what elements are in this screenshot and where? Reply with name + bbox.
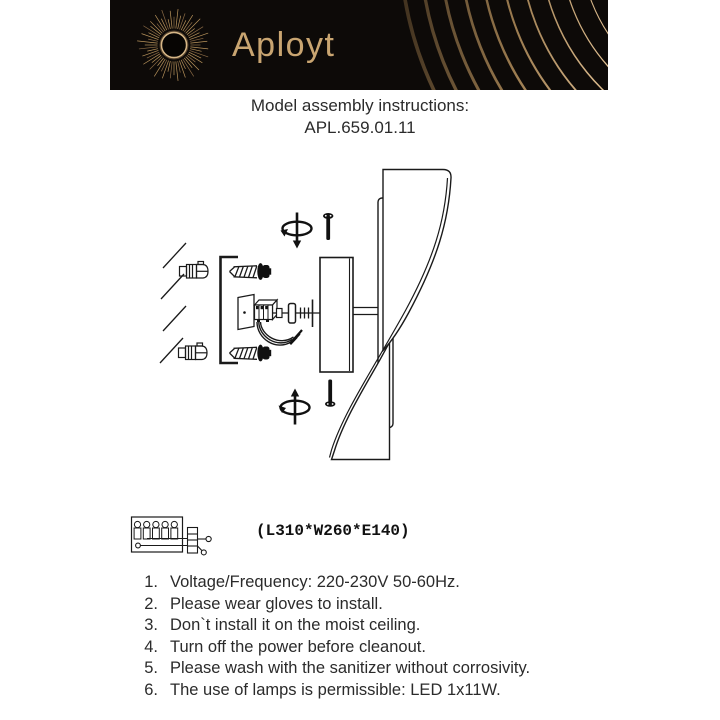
wiring-diagram: [128, 512, 218, 560]
dimension-label: (L310*W260*E140): [256, 522, 410, 540]
list-item-text: The use of lamps is permissible: LED 1x11W.: [170, 680, 501, 699]
wall-hatching: [160, 243, 186, 363]
page-title: Model assembly instructions:: [250, 96, 470, 115]
mounting-screw-bottom: [230, 345, 272, 362]
list-item: [132, 637, 602, 659]
threaded-rod: [273, 300, 321, 328]
fan-lines-decoration: [110, 0, 608, 90]
list-item-number: 6.: [144, 680, 158, 699]
wires: [257, 322, 302, 345]
brand-logotype: Aployt: [232, 25, 336, 64]
list-item: [132, 680, 602, 702]
list-item-number: 2.: [144, 594, 158, 613]
canopy: [320, 258, 353, 373]
list-item-number: 1.: [144, 573, 158, 591]
wall-anchor-top: [180, 262, 209, 279]
list-item-text: Voltage/Frequency: 220-230V 50-60Hz.: [170, 573, 460, 591]
junction-plate: [238, 295, 254, 330]
rotation-arrow-icon-top: [281, 213, 312, 249]
terminal-block: [255, 300, 278, 322]
list-item-number: 5.: [144, 659, 158, 678]
list-item-text: Please wash with the sanitizer without corrosivity.: [170, 659, 531, 678]
list-item-text: Turn off the power before cleanout.: [170, 637, 426, 656]
list-item-text: Please wear gloves to install.: [170, 594, 383, 613]
brand-banner: [110, 0, 608, 90]
canopy-screw-top: [323, 213, 333, 240]
list-item-number: 4.: [144, 637, 158, 656]
wall-anchor-bottom: [179, 343, 208, 360]
mounting-bracket: [221, 257, 239, 363]
mounting-arm: [353, 308, 379, 315]
canopy-screw-bottom: [325, 380, 335, 407]
instruction-list: [132, 572, 602, 702]
assembly-diagram: [140, 160, 480, 480]
list-item: [132, 594, 602, 616]
list-item: [132, 572, 602, 594]
list-item: [132, 615, 602, 637]
mounting-screw-top: [230, 263, 272, 280]
list-item-number: 3.: [144, 616, 158, 635]
page-title-block: [0, 95, 720, 139]
list-item: [132, 658, 602, 680]
rotation-arrow-icon-bottom: [279, 389, 310, 425]
list-item-text: Don`t install it on the moist ceiling.: [170, 616, 421, 635]
model-number: APL.659.01.11: [304, 118, 416, 137]
